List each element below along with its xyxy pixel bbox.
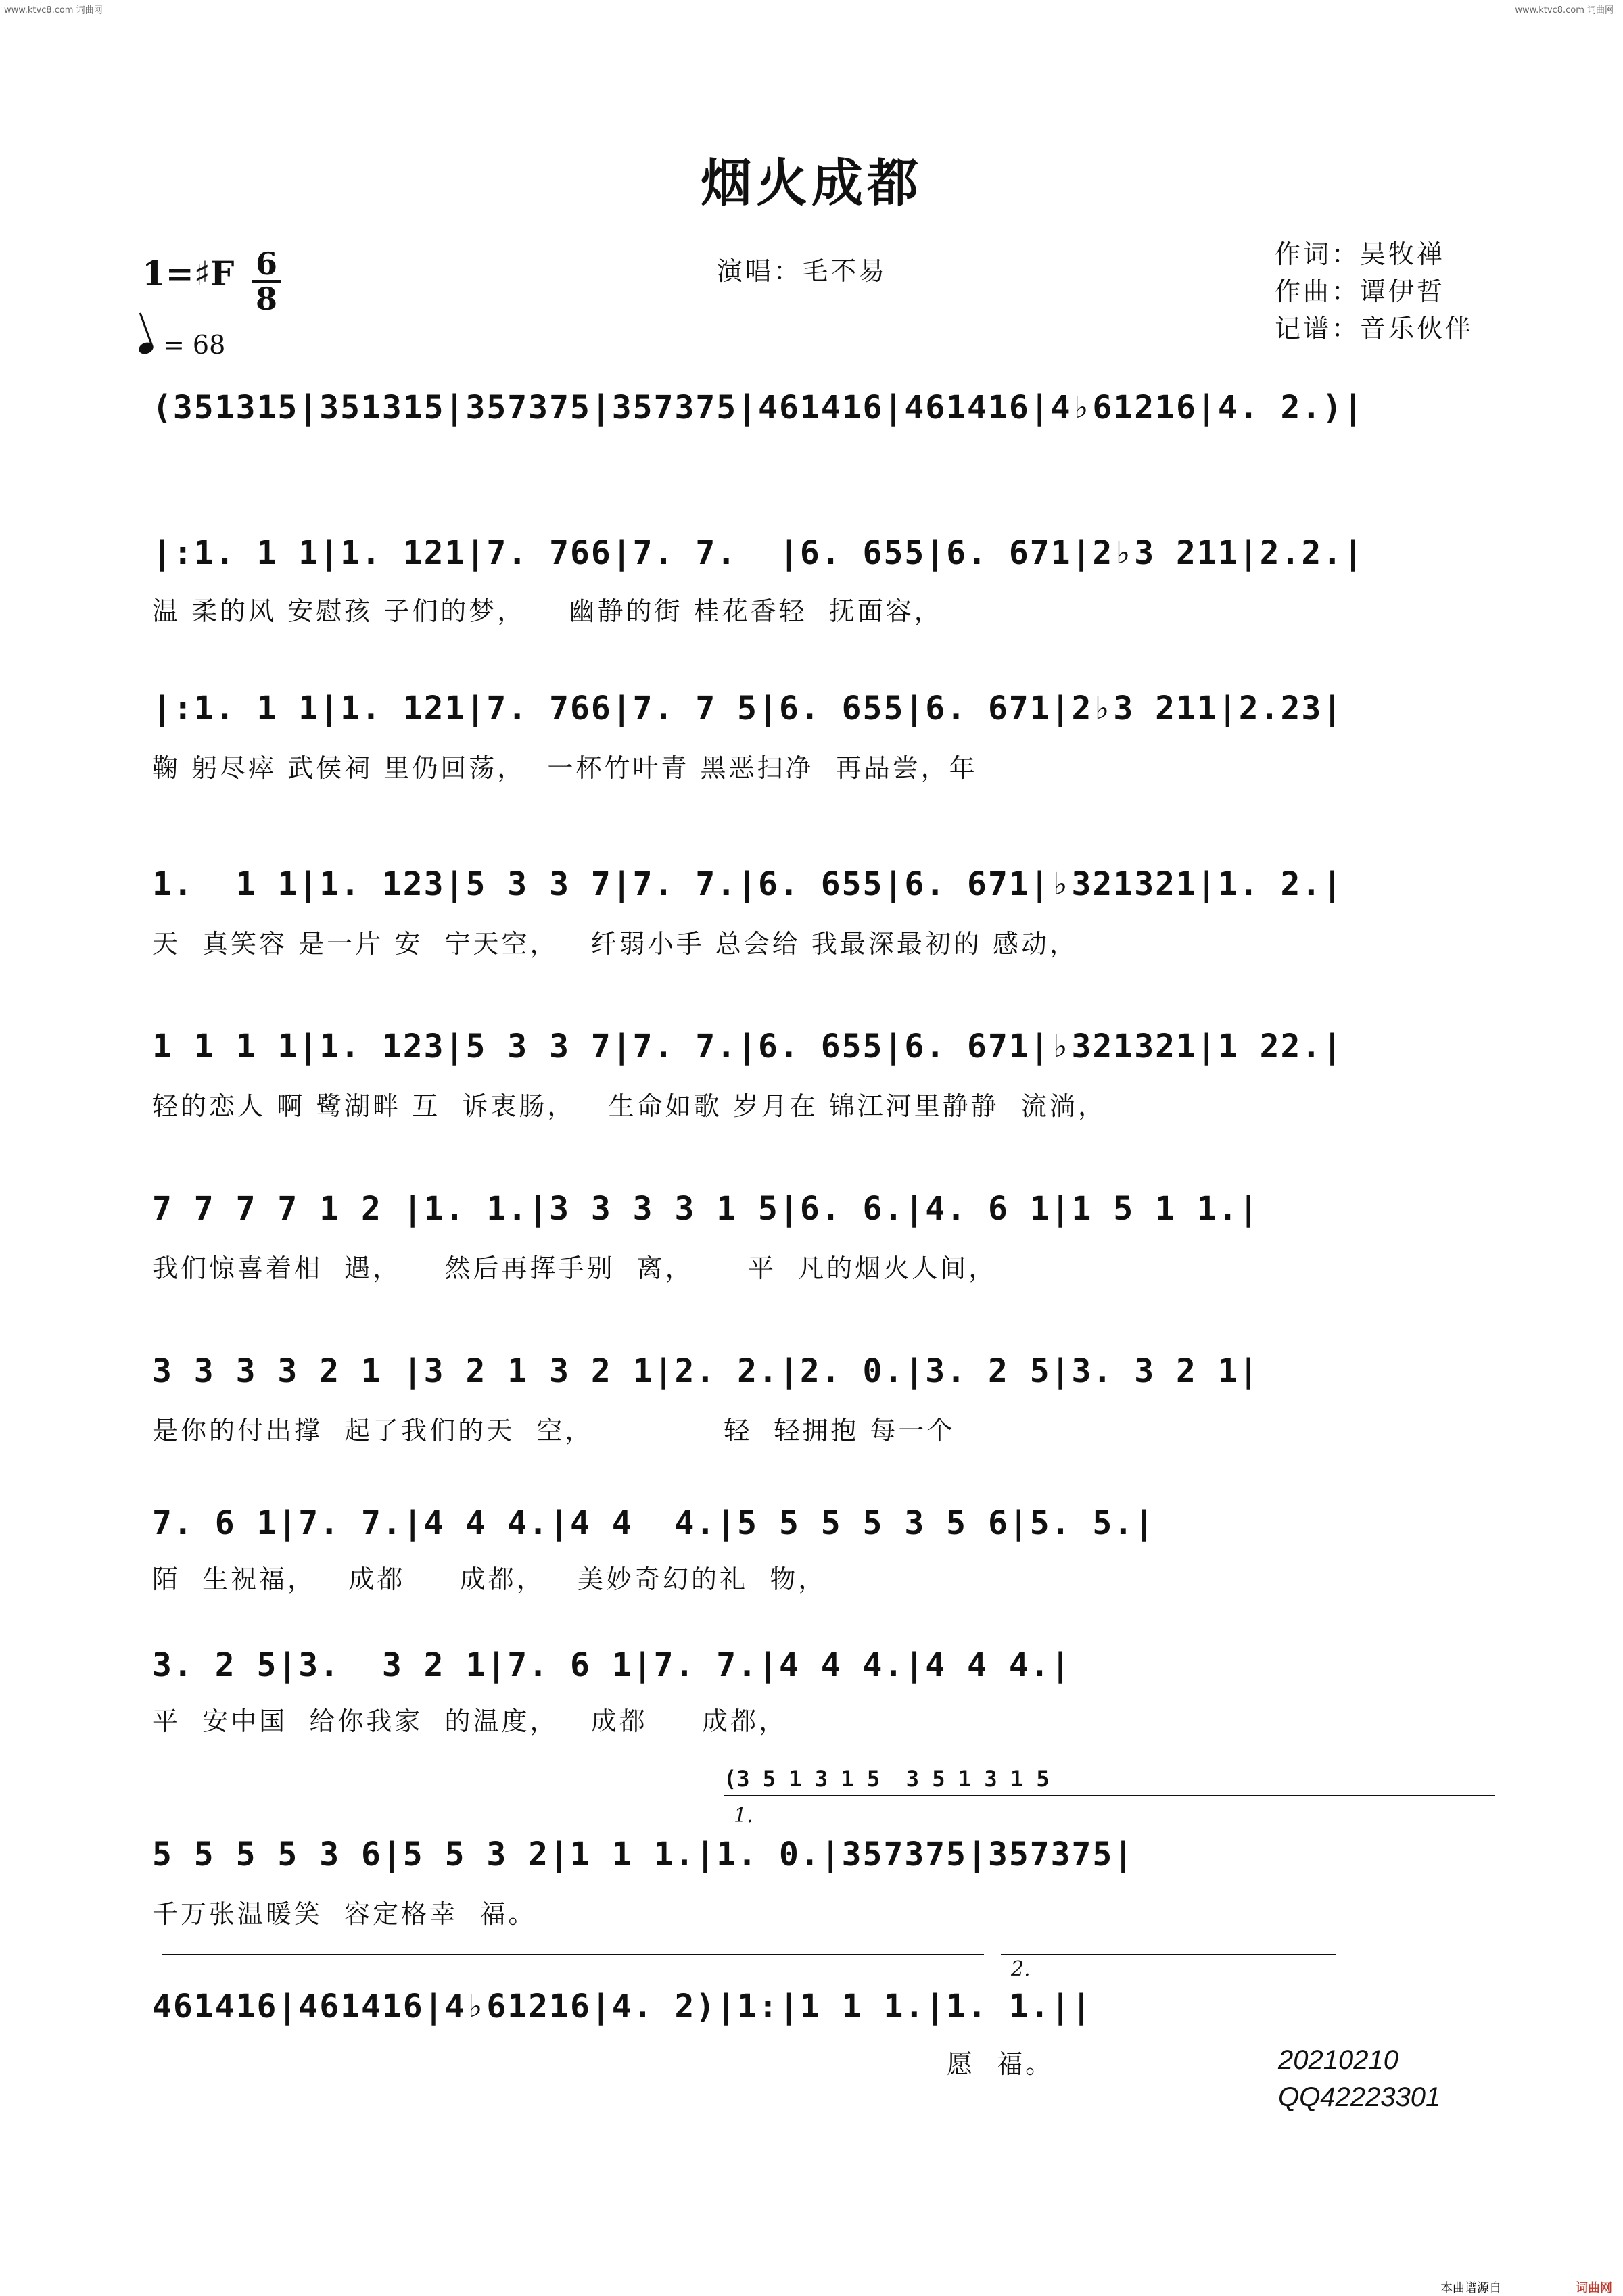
tempo-marking	[139, 330, 225, 360]
score-line-6-notes: 7 7 7 7 1 2 |1. 1.|3 3 3 3 1 5|6. 6.|4. 6 1|1 5 1 1.|	[152, 1190, 1260, 1228]
header-right-text: www.ktvc8.com 词曲网	[1515, 5, 1614, 16]
header-left-text: www.ktvc8.com 词曲网	[4, 5, 103, 16]
score-line-1-notes: (351315|351315|357375|357375|461416|461416|4♭61216|4. 2.)|	[152, 389, 1365, 427]
score-line-7-notes: 3 3 3 3 2 1 |3 2 1 3 2 1|2. 2.|2. 0.|3. 2 5|3. 3 2 1|	[152, 1352, 1260, 1390]
volta-2-bracket	[1001, 1954, 1336, 1955]
time-signature-bottom: 8	[255, 281, 277, 317]
footer-source-text: 本曲谱源自	[1440, 2281, 1501, 2295]
volta-1-label: 1.	[734, 1804, 753, 1827]
volta-1-bracket	[162, 1954, 984, 1955]
score-line-4-notes: 1. 1 1|1. 123|5 3 3 7|7. 7.|6. 655|6. 671|♭321321|1. 2.|	[152, 865, 1344, 903]
score-line-2-notes: |:1. 1 1|1. 121|7. 766|7. 7. |6. 655|6. 671|2♭3 211|2.2.|	[152, 534, 1365, 572]
volta-2-label: 2.	[1011, 1957, 1031, 1981]
score-line-10-lyrics: 千万张温暖笑 容定格幸 福。	[152, 1899, 537, 1929]
time-signature	[252, 245, 281, 317]
score-line-9-notes: 3. 2 5|3. 3 2 1|7. 6 1|7. 7.|4 4 4.|4 4 4.|	[152, 1646, 1072, 1684]
score-line-8-notes: 7. 6 1|7. 7.|4 4 4.|4 4 4.|5 5 5 5 3 5 6|5. 5.|	[152, 1504, 1156, 1542]
key-signature: 1=♯F	[142, 254, 235, 293]
time-signature-top: 6	[255, 245, 277, 282]
score-line-5-lyrics: 轻的恋人 啊 鹭湖畔 互 诉衷肠， 生命如歌 岁月在 锦江河里静静 流淌，	[152, 1091, 1106, 1121]
score-line-9-lyrics: 平 安中国 给你我家 的温度， 成都 成都，	[152, 1706, 788, 1736]
score-line-5-notes: 1 1 1 1|1. 123|5 3 3 7|7. 7.|6. 655|6. 671|♭321321|1 22.|	[152, 1028, 1344, 1066]
composer-credit: 作曲：谭伊哲	[1275, 277, 1446, 306]
score-line-3-notes: |:1. 1 1|1. 121|7. 766|7. 7 5|6. 655|6. 671|2♭3 211|2.23|	[152, 690, 1344, 727]
intro-extension-line	[724, 1795, 1495, 1796]
intro-small-notes: (3 5 1 3 1 5 3 5 1 3 1 5	[724, 1766, 1050, 1792]
signature-date: 20210210	[1278, 2045, 1398, 2075]
tempo-value: = 68	[163, 330, 226, 360]
song-title: 烟火成都	[701, 153, 922, 213]
score-line-10-notes: 5 5 5 5 3 6|5 5 3 2|1 1 1.|1. 0.|357375|357375|	[152, 1836, 1135, 1873]
quarter-note-icon	[137, 341, 155, 356]
transcriber-credit: 记谱：音乐伙伴	[1275, 314, 1474, 343]
score-line-3-lyrics: 鞠 躬尽瘁 武侯祠 里仍回荡， 一杯竹叶青 黑恶扫净 再品尝，年	[152, 753, 978, 783]
score-line-8-lyrics: 陌 生祝福， 成都 成都， 美妙奇幻的礼 物，	[152, 1564, 827, 1594]
score-line-4-lyrics: 天 真笑容 是一片 安 宁天空， 纤弱小手 总会给 我最深最初的 感动，	[152, 929, 1078, 959]
score-line-11-lyrics: 愿 福。	[947, 2049, 1054, 2079]
signature-qq: QQ42223301	[1278, 2082, 1441, 2112]
score-line-7-lyrics: 是你的付出撑 起了我们的天 空， 轻 轻拥抱 每一个	[152, 1416, 956, 1445]
lyricist-credit: 作词：吴牧禅	[1275, 239, 1446, 269]
footer-site-logo: 词曲网	[1576, 2281, 1612, 2295]
singer-credit: 演唱：毛不易	[717, 256, 888, 286]
score-line-6-lyrics: 我们惊喜着相 遇， 然后再挥手别 离， 平 凡的烟火人间，	[152, 1253, 997, 1283]
score-line-2-lyrics: 温 柔的风 安慰孩 子们的梦， 幽静的街 桂花香轻 抚面容，	[152, 596, 943, 626]
score-line-11-notes: 461416|461416|4♭61216|4. 2)|1:|1 1 1.|1. 1.||	[152, 1988, 1093, 2026]
